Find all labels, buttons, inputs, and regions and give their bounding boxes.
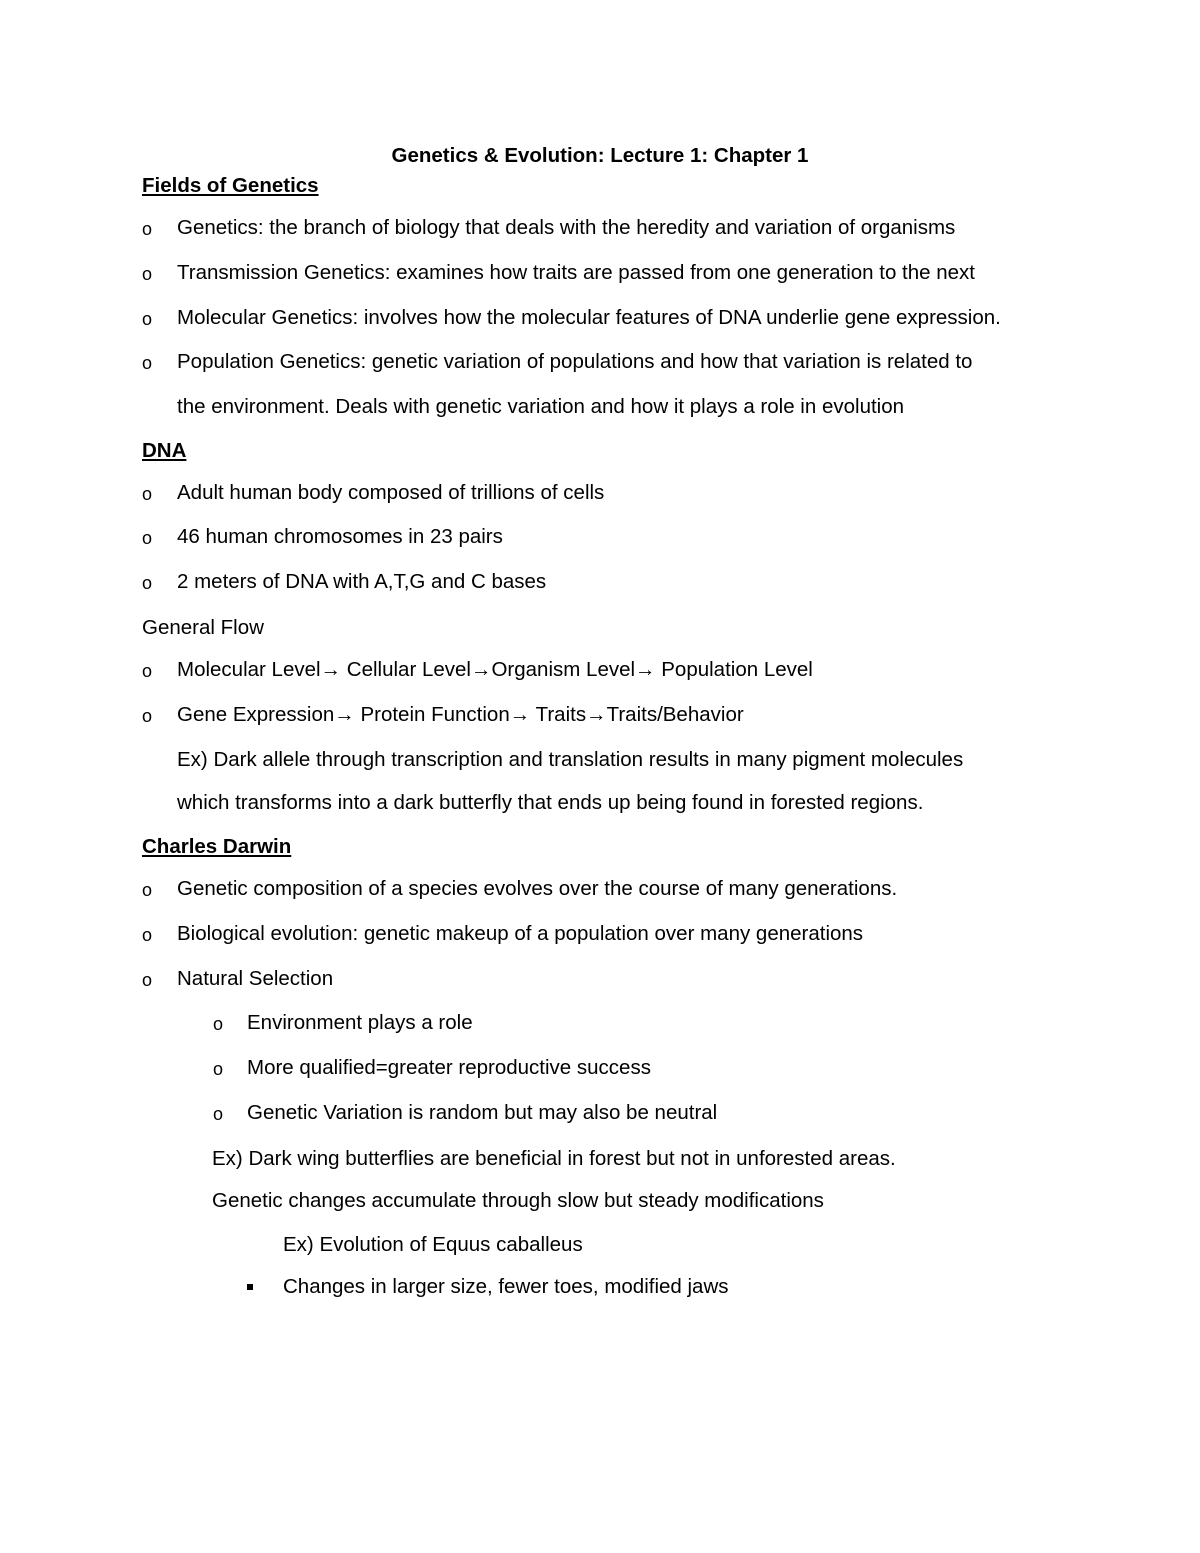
example-text: Ex) Evolution of Equus caballeus [283, 1233, 583, 1256]
bullet-icon: o [142, 706, 153, 726]
example-text: Ex) Dark wing butterflies are beneficial in forest but not in unforested areas. [212, 1147, 896, 1170]
bullet-icon: o [142, 484, 153, 504]
list-item: Population Genetics: genetic variation of populations and how that variation is related to [177, 350, 973, 373]
list-item: Genetic composition of a species evolves over the course of many generations. [177, 877, 898, 900]
flow-line-expression [177, 705, 744, 726]
list-item: Molecular Genetics: involves how the molecular features of DNA underlie gene expression. [177, 306, 1001, 329]
example-text: Ex) Dark allele through transcription and translation results in many pigment molecules [177, 748, 964, 771]
list-item: 46 human chromosomes in 23 pairs [177, 525, 503, 548]
arrow-right-icon: → [320, 658, 342, 681]
sub-sub-list-item: Changes in larger size, fewer toes, modified jaws [283, 1275, 729, 1298]
flow-step: Molecular Level [177, 658, 321, 681]
bullet-icon: o [142, 353, 153, 373]
bullet-icon: o [142, 219, 153, 239]
flow-line-levels [177, 660, 813, 681]
bullet-icon: o [213, 1014, 224, 1034]
list-item: Biological evolution: genetic makeup of a population over many generations [177, 922, 864, 945]
bullet-icon: o [213, 1059, 224, 1079]
list-item: Natural Selection [177, 967, 334, 990]
sub-list-item: Genetic Variation is random but may also be neutral [247, 1101, 718, 1124]
list-item-continuation: the environment. Deals with genetic variation and how it plays a role in evolution [177, 395, 905, 418]
arrow-right-icon: → [586, 703, 607, 726]
arrow-right-icon: → [334, 703, 355, 726]
flow-step: Traits/Behavior [606, 703, 744, 726]
flow-step: Organism Level [491, 658, 636, 681]
list-item: Genetics: the branch of biology that deals with the heredity and variation of organisms [177, 216, 956, 239]
bullet-icon: o [142, 880, 153, 900]
section-heading-flow: General Flow [142, 616, 264, 639]
flow-step: Cellular Level [341, 658, 471, 681]
flow-step: Population Level [655, 658, 813, 681]
sub-list-item: Environment plays a role [247, 1011, 473, 1034]
arrow-right-icon: → [470, 658, 492, 681]
page-title: Genetics & Evolution: Lecture 1: Chapter 1 [391, 144, 809, 167]
list-item: Transmission Genetics: examines how traits are passed from one generation to the next [177, 261, 975, 284]
flow-step: Protein Function [354, 703, 510, 726]
square-bullet-icon [247, 1284, 253, 1290]
sub-list-item: More qualified=greater reproductive success [247, 1056, 651, 1079]
bullet-icon: o [142, 528, 153, 548]
bullet-icon: o [142, 264, 153, 284]
section-heading-fields: Fields of Genetics [142, 174, 319, 197]
flow-step: Gene Expression [177, 703, 335, 726]
list-item: Adult human body composed of trillions of cells [177, 481, 605, 504]
bullet-icon: o [213, 1104, 224, 1124]
bullet-icon: o [142, 925, 153, 945]
example-text: which transforms into a dark butterfly that ends up being found in forested regions. [177, 791, 924, 814]
section-heading-dna: DNA [142, 439, 187, 462]
list-item: 2 meters of DNA with A,T,G and C bases [177, 570, 547, 593]
note-text: Genetic changes accumulate through slow but steady modifications [212, 1189, 824, 1212]
bullet-icon: o [142, 970, 153, 990]
bullet-icon: o [142, 661, 153, 681]
arrow-right-icon: → [509, 703, 531, 726]
bullet-icon: o [142, 309, 153, 329]
flow-step: Traits [530, 703, 587, 726]
arrow-right-icon: → [635, 658, 656, 681]
section-heading-darwin: Charles Darwin [142, 835, 292, 858]
bullet-icon: o [142, 573, 153, 593]
